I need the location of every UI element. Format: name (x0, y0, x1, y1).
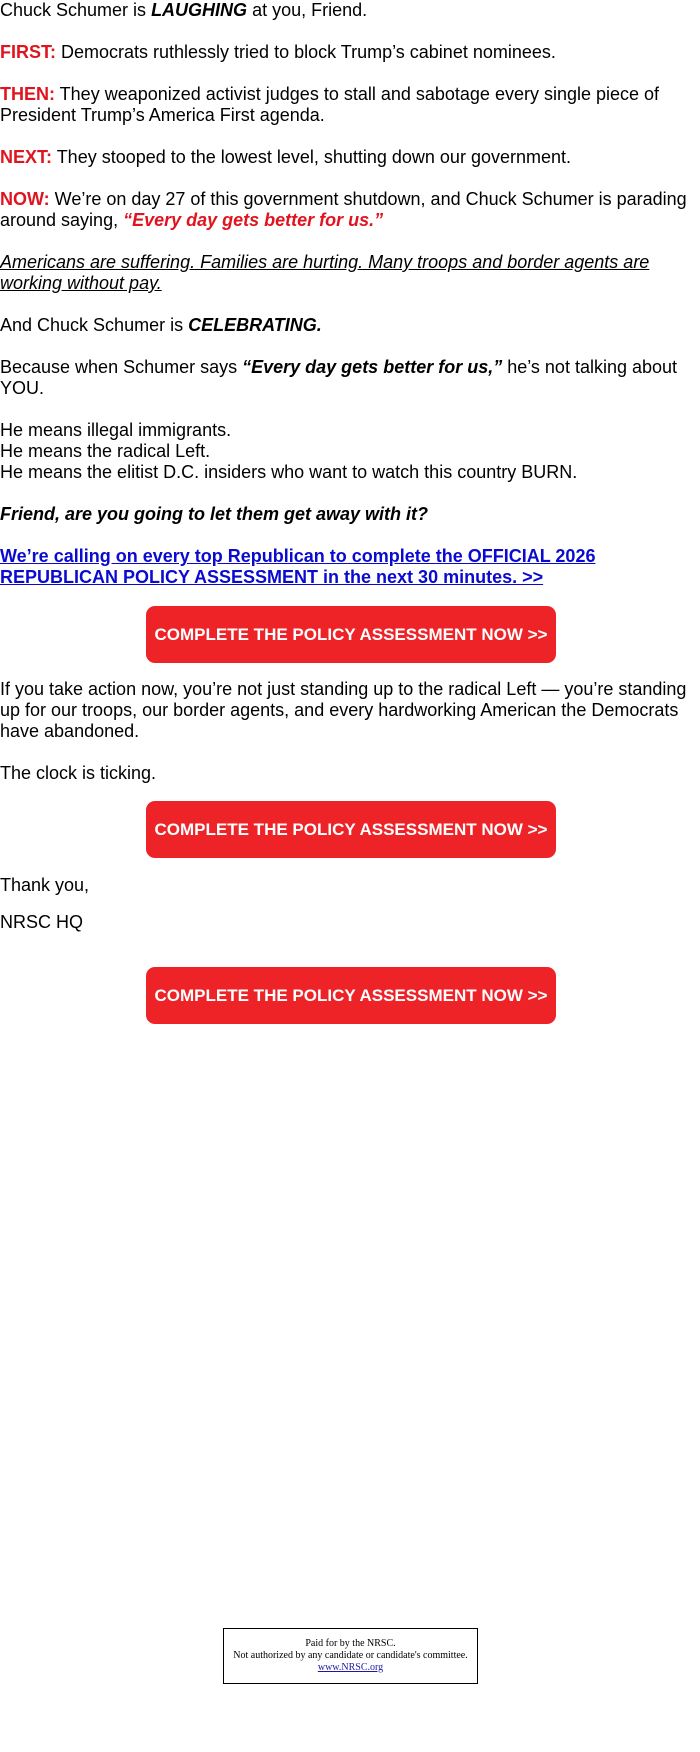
then-paragraph (0, 84, 690, 126)
clock-paragraph: The clock is ticking. (0, 763, 157, 783)
emphasis: LAUGHING (151, 0, 248, 20)
text: They weaponized activist judges to stall and sabotage every single piece of President Trump’s America First agenda. (0, 84, 660, 125)
line: He means illegal immigrants. (0, 420, 232, 440)
signature: NRSC HQ (0, 912, 84, 932)
quote: “Every day gets better for us.” (123, 210, 384, 230)
disclaimer-box (223, 1628, 478, 1684)
text: Democrats ruthlessly tried to block Trump’s cabinet nominees. (56, 42, 556, 62)
line: He means the elitist D.C. insiders who want to watch this country BURN. (0, 462, 578, 482)
celebrating-paragraph (0, 315, 690, 336)
label: NEXT: (0, 147, 53, 167)
line: He means the radical Left. (0, 441, 211, 461)
signoff: Thank you, (0, 875, 90, 895)
question-paragraph: Friend, are you going to let them get away with it? (0, 504, 429, 524)
now-paragraph (0, 189, 690, 231)
label: FIRST: (0, 42, 56, 62)
text: They stooped to the lowest level, shutting down our government. (52, 147, 571, 167)
label: NOW: (0, 189, 50, 209)
complete-assessment-button[interactable]: COMPLETE THE POLICY ASSESSMENT NOW >> (146, 801, 556, 858)
text: And Chuck Schumer is (0, 315, 189, 335)
intro-paragraph (0, 0, 690, 21)
suffering-paragraph: Americans are suffering. Families are hurting. Many troops and border agents are working without pay. (0, 252, 650, 293)
quote: “Every day gets better for us,” (242, 357, 503, 377)
label: THEN: (0, 84, 55, 104)
policy-assessment-link[interactable]: We’re calling on every top Republican to complete the OFFICIAL 2026 REPUBLICAN POLICY ASSESSMENT in the next 30 minutes. >> (0, 546, 596, 587)
text: he’s not talking about YOU. (0, 357, 678, 398)
text: We’re on day 27 of this government shutdown, and Chuck Schumer is parading around saying, (0, 189, 687, 230)
first-paragraph (0, 42, 690, 63)
next-paragraph (0, 147, 690, 168)
paid-for-text: Paid for by the NRSC. (305, 1638, 396, 1649)
text: at you, Friend. (247, 0, 368, 20)
he-means-paragraph (0, 420, 690, 483)
text: Chuck Schumer is (0, 0, 152, 20)
complete-assessment-button[interactable]: COMPLETE THE POLICY ASSESSMENT NOW >> (146, 967, 556, 1024)
cta-paragraph (0, 546, 620, 588)
nrsc-website-link[interactable]: www.NRSC.org (317, 1662, 384, 1673)
emphasis: CELEBRATING. (188, 315, 322, 335)
not-authorized-text: Not authorized by any candidate or candidate's committee. (233, 1650, 468, 1661)
complete-assessment-button[interactable]: COMPLETE THE POLICY ASSESSMENT NOW >> (146, 606, 556, 663)
text: Because when Schumer says (0, 357, 243, 377)
because-paragraph (0, 357, 690, 399)
action-paragraph: If you take action now, you’re not just standing up to the radical Left — you’re standing up for our troops, our border agents, and every hardworking American the Democrats have abandoned. (0, 679, 687, 741)
